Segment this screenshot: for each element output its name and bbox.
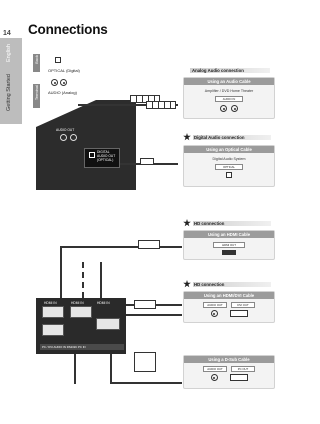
back-label: Back: [34, 55, 39, 64]
digital-device: Digital Audio System: [212, 157, 246, 161]
dsub-cable-vertical: [110, 354, 112, 384]
audio-out-port-label: AUDIO OUT: [56, 128, 75, 132]
analog-card: [183, 77, 275, 119]
audio-port-icon-left: [51, 79, 58, 86]
audio-label: AUDIO (Analog): [48, 90, 77, 95]
hd1-star-icon: [183, 219, 191, 227]
analog-device: Amplifier / DVD Home Theater: [204, 89, 254, 93]
digital-card: [183, 145, 275, 187]
hd1-card-title: Using an HDMI Cable: [184, 231, 274, 238]
optical-port-icon: [55, 57, 61, 63]
analog-jack: AUDIO IN: [215, 96, 243, 102]
optical-plug: [140, 158, 154, 165]
page-number: 14: [3, 30, 11, 37]
hd1-jack: HDMI OUT: [213, 242, 245, 248]
pc-card: [183, 355, 275, 389]
digital-jack: OPTICAL: [215, 164, 243, 170]
pc-dsub-icon: [230, 374, 248, 381]
pc-audio-icon: [211, 374, 218, 381]
pc-card-title: Using a D-Sub Cable: [184, 356, 274, 363]
hd1-hdmi-icon: [222, 250, 236, 255]
section-label: Getting Started: [6, 74, 12, 111]
hd2-card-title: Using an HDMI/DVI Cable: [184, 292, 274, 299]
hd2-dvi-icon: [230, 310, 248, 317]
analog-jack-icon-l: [220, 105, 227, 112]
dsub-plug: [134, 352, 156, 372]
hdmi-port-label-3: HDMI IN: [97, 301, 110, 305]
hd2-jack-audio: AUDIO OUT: [203, 302, 227, 308]
hd1-header: HD connection: [194, 221, 225, 226]
hdmi-plug-1: [138, 240, 160, 249]
digital-card-title: Using an Optical Cable: [184, 146, 274, 153]
analog-card-title: Using an Audio Cable: [184, 78, 274, 85]
language-label: English: [6, 44, 12, 63]
digital-star-icon: [183, 133, 191, 141]
pc-in-port: [96, 318, 120, 330]
audio-port-icon-right: [60, 79, 67, 86]
hdmi-dvi-plug: [134, 300, 156, 309]
hd2-card: [183, 291, 275, 323]
rca-plug-right: [146, 101, 176, 109]
bottom-port-label: PC / DVI AUDIO IN RS232C PC IN: [42, 345, 86, 349]
dsub-cable: [110, 382, 182, 384]
analog-jack-icon-r: [231, 105, 238, 112]
audio-out-jack-right: [70, 134, 77, 141]
pc-jack-audio: AUDIO OUT: [203, 366, 227, 372]
optical-label: OPTICAL (Digital): [48, 68, 80, 73]
hdmi-cable-dashed: [82, 262, 84, 298]
optical-jack-icon: [89, 152, 95, 158]
hdmi-port-label-2: HDMI IN: [71, 301, 84, 305]
pc-audio-cable-vertical: [74, 354, 76, 384]
audio-out-jack-left: [60, 134, 67, 141]
digital-header: Digital Audio connection: [194, 135, 245, 140]
hdmi-cable-1: [60, 246, 182, 248]
hdmi-port-1: [42, 306, 64, 318]
hdmi-port-2: [42, 324, 64, 336]
pc-jack-out: PC OUT: [231, 366, 255, 372]
hd1-card: [183, 230, 275, 260]
analog-header: Analog Audio connection: [192, 68, 244, 73]
hd2-jack-dvi: DVI OUT: [231, 302, 255, 308]
hd2-star-icon: [183, 280, 191, 288]
terminal-label: Terminal: [34, 85, 39, 101]
tv-rear-panel-top: [36, 100, 136, 190]
hd2-audio-icon: [211, 310, 218, 317]
hdmi-cable-1-vertical: [60, 246, 62, 298]
hdmi-port-label-1: HDMI IN: [44, 301, 57, 305]
hdmi-cable-2-vertical: [100, 262, 102, 298]
digital-audio-out-label: DIGITAL AUDIO OUT (OPTICAL): [97, 150, 116, 162]
hd2-header: HD connection: [194, 282, 225, 287]
digital-optical-icon: [226, 172, 232, 178]
hdmi-port-3: [70, 306, 92, 318]
page-title: Connections: [28, 22, 108, 37]
